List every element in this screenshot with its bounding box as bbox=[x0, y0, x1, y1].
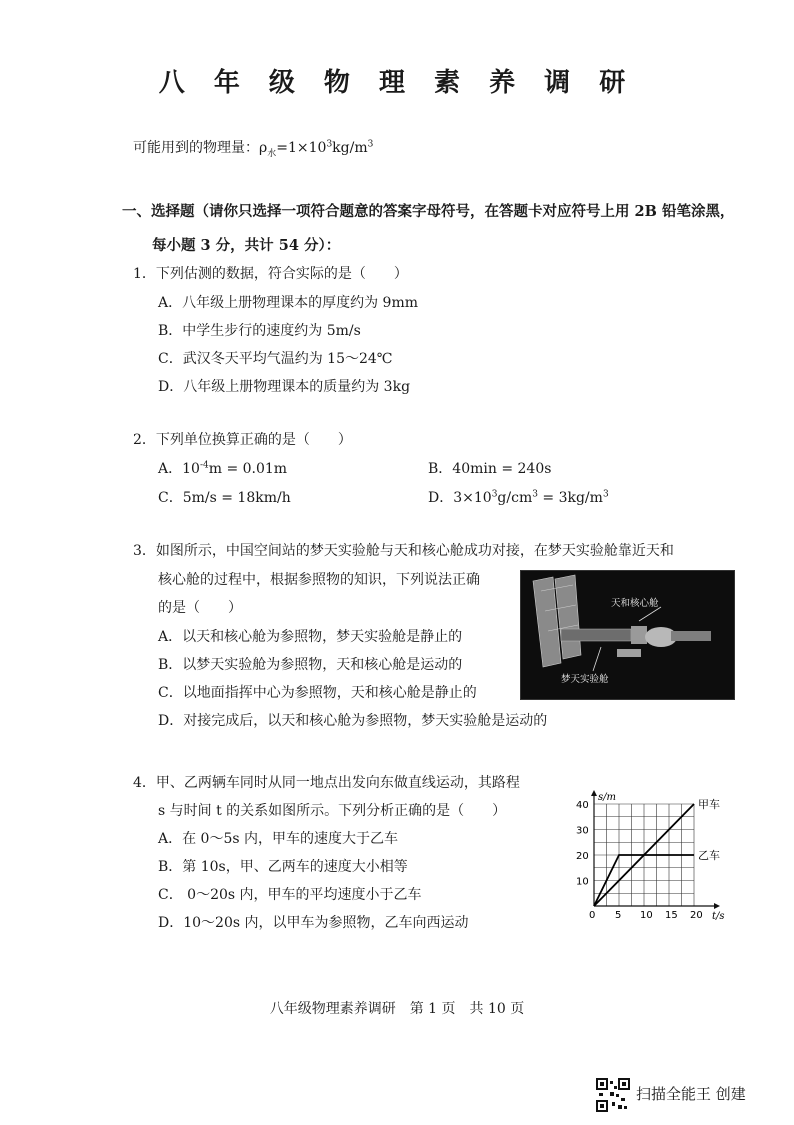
constant-exponent: 3 bbox=[326, 139, 333, 150]
question-2-option-c[interactable] bbox=[158, 487, 291, 507]
constant-value: =1×10 bbox=[276, 140, 327, 156]
series-yi-label: 乙车 bbox=[698, 849, 720, 862]
constant-prefix: 可能用到的物理量：ρ bbox=[133, 140, 268, 156]
option-d-exp1: 3 bbox=[491, 489, 498, 500]
option-d-exp3: 3 bbox=[602, 489, 609, 500]
question-4-option-d[interactable]: D．10～20s 内，以甲车为参照物，乙车向西运动 bbox=[158, 915, 469, 931]
constant-subscript: 水 bbox=[267, 148, 277, 159]
qr-code-icon bbox=[596, 1078, 630, 1112]
constant-unit: kg/m bbox=[332, 140, 368, 156]
y-tick-label: 40 bbox=[576, 800, 589, 811]
physical-constant bbox=[133, 137, 373, 159]
option-d-text2: g/cm bbox=[497, 490, 533, 506]
question-3-option-d[interactable]: D．对接完成后，以天和核心舱为参照物，梦天实验舱是运动的 bbox=[158, 713, 548, 729]
page-footer: 八年级物理素养调研 第 1 页 共 10 页 bbox=[269, 1001, 525, 1017]
question-4-option-b[interactable]: B．第 10s，甲、乙两车的速度大小相等 bbox=[158, 859, 408, 875]
space-station-photo bbox=[520, 570, 735, 700]
x-axis-label: t/s bbox=[712, 911, 725, 922]
question-1-option-a[interactable]: A．八年级上册物理课本的厚度约为 9mm bbox=[158, 295, 419, 311]
x-tick-label: 10 bbox=[640, 910, 653, 921]
tianhe-label: 天和核心舱 bbox=[611, 598, 659, 609]
question-3-stem: 3．如图所示，中国空间站的梦天实验舱与天和核心舱成功对接，在梦天实验舱靠近天和 bbox=[133, 543, 674, 559]
scanner-watermark: 扫描全能王 创建 bbox=[636, 1085, 746, 1103]
question-2-option-d[interactable] bbox=[428, 487, 609, 507]
mengtian-label: 梦天实验舱 bbox=[561, 674, 609, 685]
constant-unit-exponent: 3 bbox=[367, 139, 374, 150]
y-tick-label: 10 bbox=[576, 876, 589, 888]
question-1-stem: 1．下列估测的数据，符合实际的是（ ） bbox=[133, 266, 408, 282]
question-2-option-b[interactable] bbox=[428, 458, 551, 478]
question-1-option-c[interactable]: C．武汉冬天平均气温约为 15～24℃ bbox=[158, 351, 393, 367]
section-heading: 一、选择题（请你只选择一项符合题意的答案字母符号，在答题卡对应符号上用 2B 铅笔涂黑， bbox=[122, 203, 735, 220]
question-1-option-d[interactable]: D．八年级上册物理课本的质量约为 3kg bbox=[158, 379, 411, 395]
option-c-text: C．5m/s = 18km/h bbox=[158, 490, 291, 506]
question-3-stem-line2: 核心舱的过程中，根据参照物的知识，下列说法正确 bbox=[158, 572, 480, 588]
question-4-option-c[interactable]: C． 0～20s 内，甲车的平均速度小于乙车 bbox=[158, 887, 422, 903]
option-a-exponent: -4 bbox=[199, 460, 209, 471]
question-3-option-b[interactable]: B．以梦天实验舱为参照物，天和核心舱是运动的 bbox=[158, 657, 463, 673]
question-3-option-a[interactable]: A．以天和核心舱为参照物，梦天实验舱是静止的 bbox=[158, 629, 463, 645]
x-tick-label: 5 bbox=[615, 910, 622, 921]
question-4-option-a[interactable]: A．在 0～5s 内，甲车的速度大于乙车 bbox=[158, 831, 399, 847]
y-tick-label: 20 bbox=[576, 851, 589, 862]
page-title: 八 年 级 物 理 素 养 调 研 bbox=[158, 68, 636, 98]
section-heading-cont: 每小题 3 分，共计 54 分）： bbox=[152, 237, 341, 254]
option-a-text: A．10 bbox=[158, 461, 200, 477]
question-4-stem: 4．甲、乙两辆车同时从同一地点出发向东做直线运动，其路程 bbox=[133, 775, 520, 791]
option-a-text-end: m = 0.01m bbox=[208, 461, 288, 477]
option-d-text: D．3×10 bbox=[428, 490, 492, 506]
question-1-option-b[interactable]: B．中学生步行的速度约为 5m/s bbox=[158, 323, 361, 339]
space-station-illustration bbox=[521, 571, 734, 699]
y-axis-label: s/m bbox=[598, 792, 616, 803]
y-axis-arrow bbox=[591, 790, 597, 796]
origin-label: 0 bbox=[589, 910, 596, 921]
series-jia-label: 甲车 bbox=[698, 798, 720, 811]
x-tick-label: 20 bbox=[690, 910, 703, 921]
question-3-option-c[interactable]: C．以地面指挥中心为参照物，天和核心舱是静止的 bbox=[158, 685, 477, 701]
question-4-stem-line2: s 与时间 t 的关系如图所示。下列分析正确的是（ ） bbox=[158, 803, 507, 819]
y-tick-label: 30 bbox=[576, 825, 589, 837]
option-d-exp2: 3 bbox=[532, 489, 538, 500]
question-2-stem: 2．下列单位换算正确的是（ ） bbox=[133, 432, 352, 448]
x-tick-label: 15 bbox=[665, 910, 678, 921]
s-t-graph bbox=[570, 790, 740, 925]
x-axis-arrow bbox=[714, 903, 720, 909]
question-2-option-a[interactable] bbox=[158, 458, 287, 478]
option-d-text3: = 3kg/m bbox=[537, 490, 603, 506]
question-3-stem-line3: 的是（ ） bbox=[158, 600, 242, 616]
option-b-text: B．40min = 240s bbox=[428, 461, 552, 477]
